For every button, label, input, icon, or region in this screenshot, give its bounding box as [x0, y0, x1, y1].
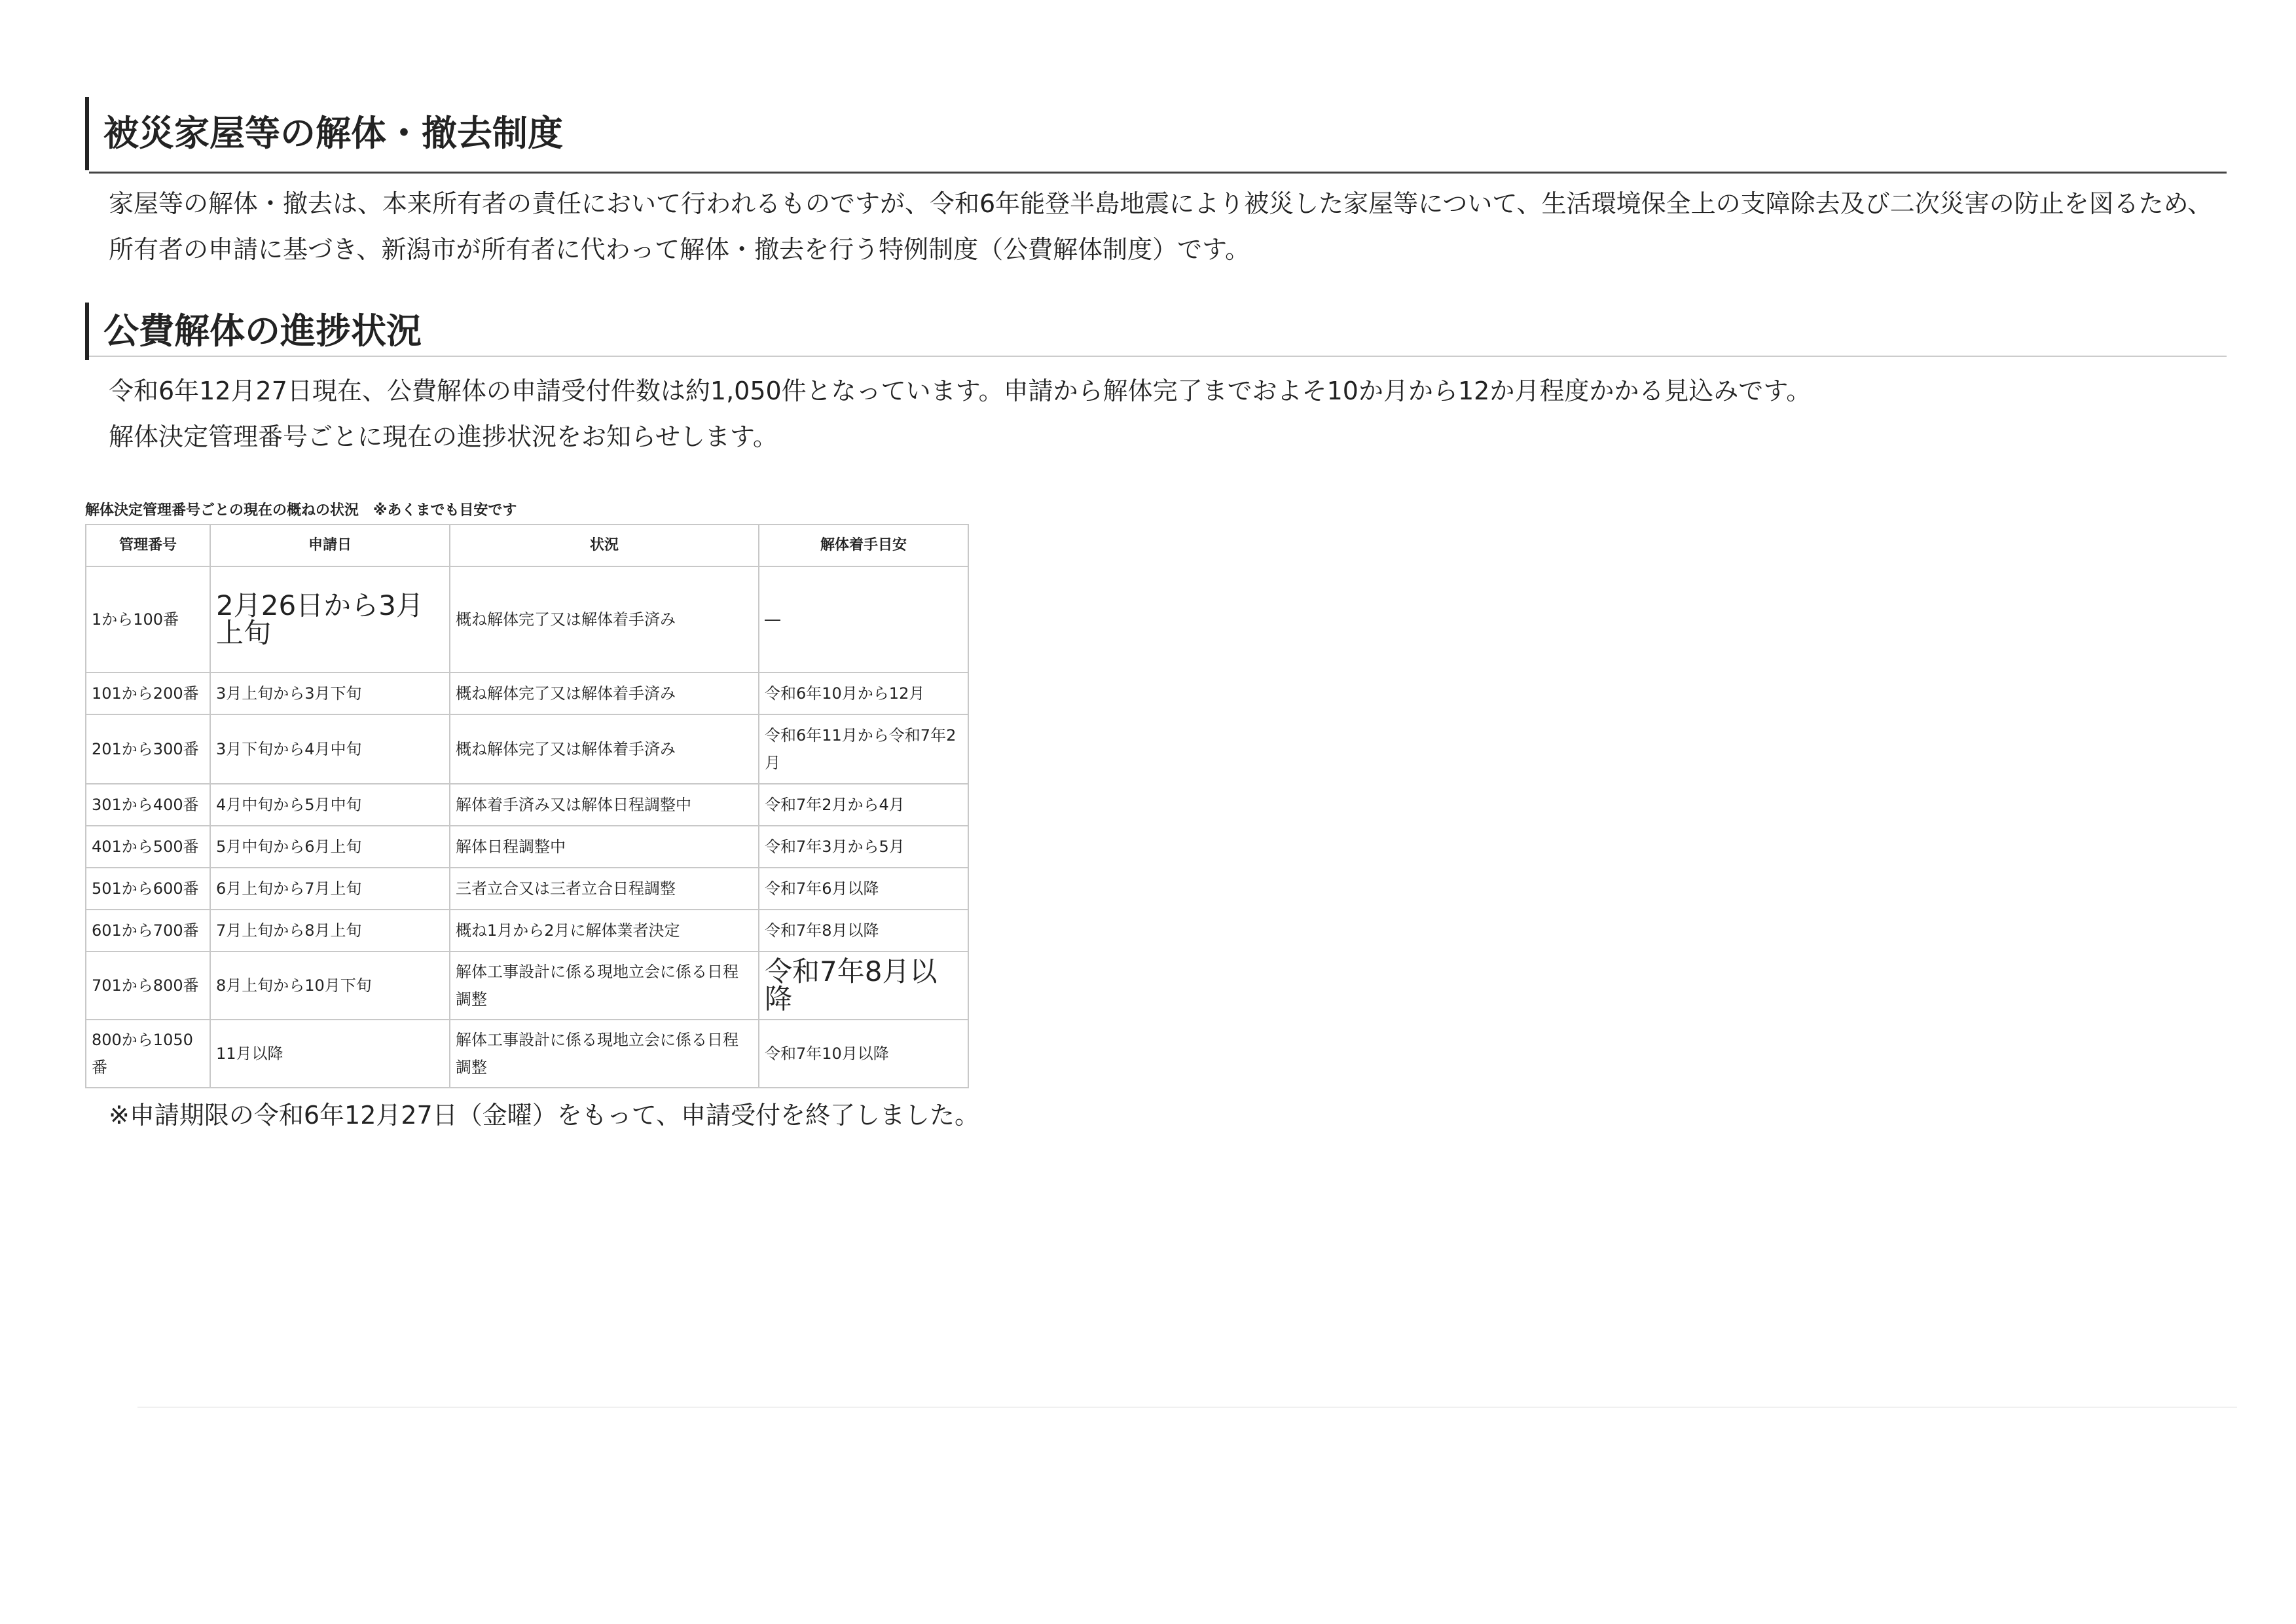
- cell-start-estimate: 令和7年6月以降: [759, 868, 968, 910]
- table-row: [86, 784, 968, 826]
- cell-status: 解体工事設計に係る現地立会に係る日程調整: [450, 1020, 759, 1088]
- section-heading-demolition-system: 被災家屋等の解体・撤去制度: [85, 97, 2198, 170]
- table-row: [86, 826, 968, 868]
- table-row: [86, 951, 968, 1020]
- cell-application-date: 7月上旬から8月上旬: [210, 910, 450, 951]
- table-caption: 解体決定管理番号ごとの現在の概ねの状況 ※あくまでも目安です: [85, 502, 517, 519]
- cell-management-number: 201から300番: [86, 714, 210, 784]
- table-row: [86, 1020, 968, 1088]
- progress-table: [85, 524, 969, 1088]
- cell-status: 解体工事設計に係る現地立会に係る日程調整: [450, 951, 759, 1020]
- table-row: [86, 714, 968, 784]
- cell-start-estimate: 令和7年3月から5月: [759, 826, 968, 868]
- header-start-estimate: 解体着手目安: [759, 525, 968, 566]
- cell-application-date: 8月上旬から10月下旬: [210, 951, 450, 1020]
- cell-management-number: 601から700番: [86, 910, 210, 951]
- demolition-system-description: 家屋等の解体・撤去は、本来所有者の責任において行われるものですが、令和6年能登半島地震により被災した家屋等について、生活環境保全上の支障除去及び二次災害の防止を図るため、所有者の申請に基づき、新潟市が所有者に代わって解体・撤去を行う特例制度（公費解体制度）です。: [109, 189, 2213, 264]
- cell-application-date: 2月26日から3月上旬: [210, 566, 450, 673]
- header-status: 状況: [450, 525, 759, 566]
- cell-status: 概ね解体完了又は解体着手済み: [450, 673, 759, 714]
- cell-application-date: 4月中旬から5月中旬: [210, 784, 450, 826]
- cell-management-number: 101から200番: [86, 673, 210, 714]
- heading-underline: [89, 356, 2227, 357]
- cell-status: 解体着手済み又は解体日程調整中: [450, 784, 759, 826]
- table-row: [86, 868, 968, 910]
- cell-application-date: 3月下旬から4月中旬: [210, 714, 450, 784]
- cell-start-estimate: 令和6年10月から12月: [759, 673, 968, 714]
- cell-management-number: 401から500番: [86, 826, 210, 868]
- cell-start-estimate: 令和7年10月以降: [759, 1020, 968, 1088]
- progress-intro: 解体決定管理番号ごとに現在の進捗状況をお知らせします。: [109, 422, 778, 451]
- cell-application-date: 5月中旬から6月上旬: [210, 826, 450, 868]
- cell-status: 三者立合又は三者立合日程調整: [450, 868, 759, 910]
- cell-status: 概ね解体完了又は解体着手済み: [450, 566, 759, 673]
- cell-management-number: 800から1050番: [86, 1020, 210, 1088]
- cell-application-date: 3月上旬から3月下旬: [210, 673, 450, 714]
- table-header-row: [86, 525, 968, 566]
- header-management-number: 管理番号: [86, 525, 210, 566]
- cell-status: 概ね1月から2月に解体業者決定: [450, 910, 759, 951]
- cell-management-number: 501から600番: [86, 868, 210, 910]
- cell-management-number: 301から400番: [86, 784, 210, 826]
- divider: [137, 1407, 2237, 1408]
- table-row: [86, 566, 968, 673]
- table-row: [86, 910, 968, 951]
- cell-management-number: 1から100番: [86, 566, 210, 673]
- cell-start-estimate: ―: [759, 566, 968, 673]
- cell-application-date: 11月以降: [210, 1020, 450, 1088]
- cell-application-date: 6月上旬から7月上旬: [210, 868, 450, 910]
- cell-start-estimate: 令和7年8月以降: [759, 910, 968, 951]
- cell-start-estimate: 令和7年2月から4月: [759, 784, 968, 826]
- table-row: [86, 673, 968, 714]
- cell-status: 概ね解体完了又は解体着手済み: [450, 714, 759, 784]
- cell-status: 解体日程調整中: [450, 826, 759, 868]
- cell-start-estimate: 令和7年8月以降: [759, 951, 968, 1020]
- section-heading-progress: 公費解体の進捗状況: [85, 303, 2198, 360]
- cell-management-number: 701から800番: [86, 951, 210, 1020]
- application-deadline-note: ※申請期限の令和6年12月27日（金曜）をもって、申請受付を終了しました。: [109, 1101, 979, 1130]
- header-application-date: 申請日: [210, 525, 450, 566]
- heading-underline: [89, 172, 2227, 174]
- cell-start-estimate: 令和6年11月から令和7年2月: [759, 714, 968, 784]
- progress-summary: 令和6年12月27日現在、公費解体の申請受付件数は約1,050件となっています。申請から解体完了までおよそ10か月から12か月程度かかる見込みです。: [109, 377, 1812, 405]
